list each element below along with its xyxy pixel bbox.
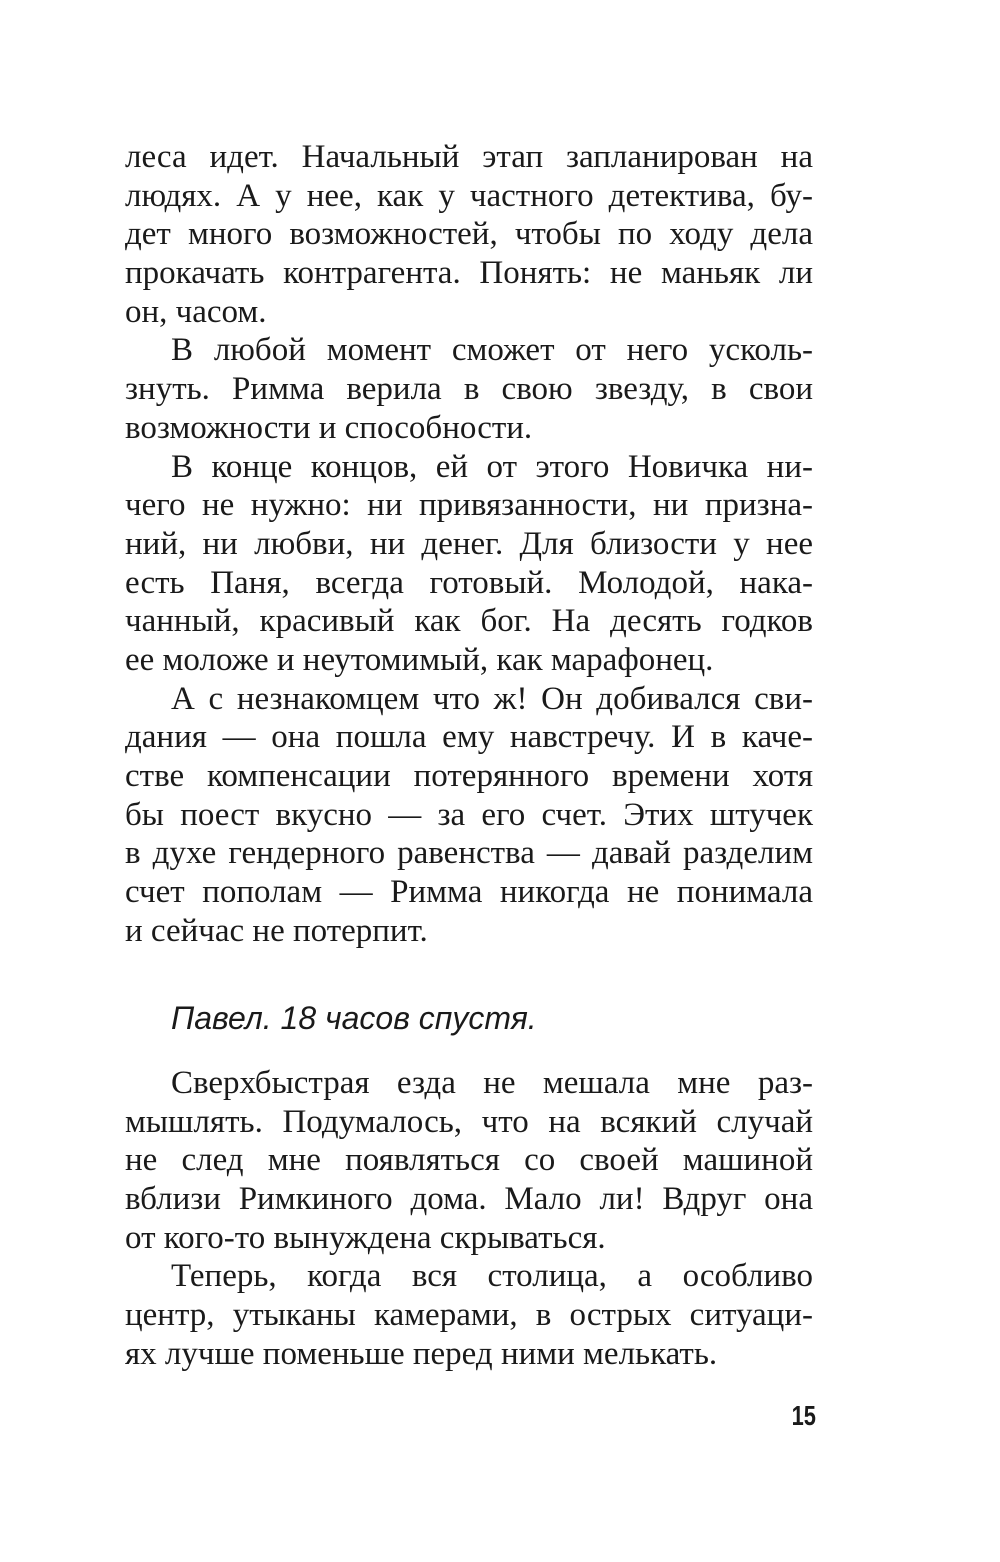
text-line: В конце концов, ей от этого Новичка ни- xyxy=(171,448,813,485)
text-line: есть Паня, всегда готовый. Молодой, нака- xyxy=(125,564,813,601)
text-line: А с незнакомцем что ж! Он добивался сви- xyxy=(171,680,813,717)
text-line: прокачать контрагента. Понять: не маньяк ли xyxy=(125,255,813,292)
text-line: и сейчас не потерпит. xyxy=(125,912,428,949)
main-text-block xyxy=(125,138,813,950)
text-line: чанный, красивый как бог. На десять годков xyxy=(125,603,813,640)
text-line: мышлять. Подумалось, что на всякий случай xyxy=(125,1103,813,1140)
text-line: Сверхбыстрая езда не мешала мне раз- xyxy=(171,1065,813,1101)
text-line: знуть. Римма верила в свою звезду, в свои xyxy=(125,371,813,408)
text-line: В любой момент сможет от него усколь- xyxy=(171,332,813,369)
text-line: леса идет. Начальный этап запланирован на xyxy=(125,139,813,175)
text-line: дет много возможностей, чтобы по ходу дела xyxy=(125,216,813,253)
text-line: в духе гендерного равенства — давай разделим xyxy=(125,835,813,872)
text-line: не след мне появляться со своей машиной xyxy=(125,1142,813,1179)
text-line: ний, ни любви, ни денег. Для близости у нее xyxy=(125,525,813,562)
text-line: бы поест вкусно — за его счет. Этих штучек xyxy=(125,796,813,833)
text-line: дания — она пошла ему навстречу. И в каче- xyxy=(125,719,813,756)
text-line: стве компенсации потерянного времени хотя xyxy=(125,758,813,794)
section-heading: Павел. 18 часов спустя. xyxy=(171,1000,537,1036)
text-line: от кого-то вынуждена скрываться. xyxy=(125,1219,606,1256)
page-number: 15 xyxy=(791,1400,816,1431)
text-line: ях лучше поменьше перед ними мелькать. xyxy=(125,1335,718,1372)
text-line: людях. А у нее, как у частного детектива, бу- xyxy=(125,177,813,214)
text-line: ее моложе и неутомимый, как марафонец. xyxy=(125,641,714,678)
text-line: он, часом. xyxy=(125,293,267,330)
second-text-block xyxy=(125,1064,813,1374)
text-line: счет пополам — Римма никогда не понимала xyxy=(125,874,813,911)
text-line: центр, утыканы камерами, в острых ситуаци- xyxy=(125,1297,813,1334)
text-line: возможности и способности. xyxy=(125,409,533,446)
text-line: чего не нужно: ни привязанности, ни призна- xyxy=(125,487,813,524)
text-line: вблизи Римкиного дома. Мало ли! Вдруг она xyxy=(125,1181,813,1218)
text-line: Теперь, когда вся столица, а особливо xyxy=(171,1258,813,1295)
